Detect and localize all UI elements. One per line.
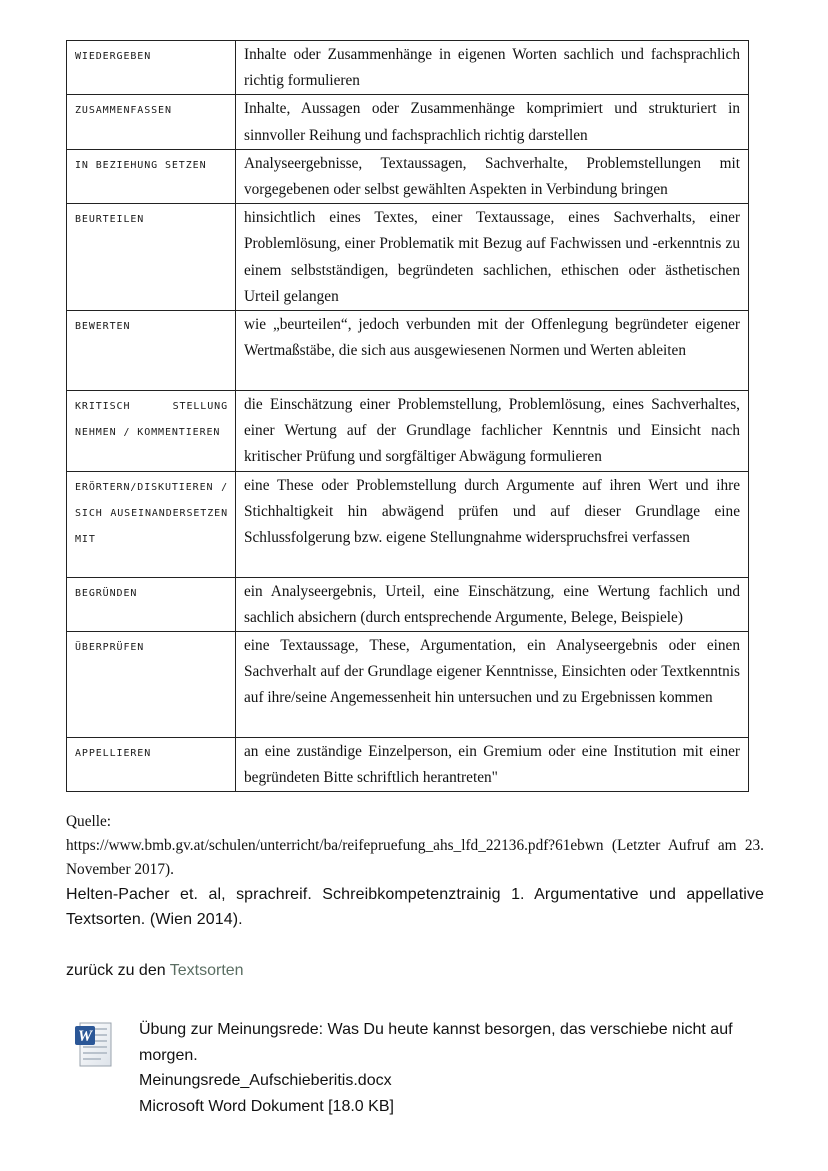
definition-cell: Inhalte, Aussagen oder Zusammenhänge komprimiert und strukturiert in sinnvoller Reihung und fachsprachlich richtig darstellen: [236, 95, 749, 149]
term-cell: ERÖRTERN/DISKUTIEREN / SICH AUSEINANDERSETZEN MIT: [67, 471, 236, 577]
definition-cell: Analyseergebnisse, Textaussagen, Sachverhalte, Problemstellungen mit vorgegebenen oder selbst gewählten Aspekten in Verbindung bringen: [236, 149, 749, 203]
definition-cell: ein Analyseergebnis, Urteil, eine Einschätzung, eine Wertung fachlich und sachlich absichern (durch entsprechende Argumente, Belege, Beispiele): [236, 577, 749, 631]
textsorten-link[interactable]: Textsorten: [169, 962, 244, 979]
definition-cell: die Einschätzung einer Problemstellung, Problemlösung, eines Sachverhaltes, einer Wertung auf der Grundlage fachlicher Kenntnis und Einsicht nach kritischer Prüfung und sorgfältiger Abwägung formulieren: [236, 391, 749, 472]
download-text: [139, 1017, 739, 1119]
definition-cell: an eine zuständige Einzelperson, ein Gremium oder eine Institution mit einer begründeten Bitte schriftlich herantreten": [236, 738, 749, 792]
download-filename-link[interactable]: Meinungsrede_Aufschieberitis.docx: [139, 1072, 392, 1089]
svg-text:W: W: [77, 1028, 93, 1045]
download-meta: [139, 1094, 739, 1120]
download-item: [66, 1017, 766, 1127]
source-block: [66, 810, 764, 882]
term-cell: WIEDERGEBEN: [67, 41, 236, 95]
back-link-line: [66, 958, 244, 983]
definition-cell: eine These oder Problemstellung durch Argumente auf ihren Wert und ihre Stichhaltigkeit hin abwägend prüfen und auf dieser Grundlage eine Schlussfolgerung bzw. eigene Stellungnahme widerspruchsfrei verfassen: [236, 471, 749, 577]
download-filesize: [18.0 KB]: [328, 1097, 394, 1115]
word-document-icon[interactable]: [74, 1020, 114, 1070]
download-filetype: Microsoft Word Dokument: [139, 1097, 324, 1115]
term-cell: ZUSAMMENFASSEN: [67, 95, 236, 149]
reference-text: Helten-Pacher et. al, sprachreif. Schreibkompetenztrainig 1. Argumentative und appellative Textsorten. (Wien 2014).: [66, 886, 764, 928]
download-title: Übung zur Meinungsrede: Was Du heute kannst besorgen, das verschiebe nicht auf morgen.: [139, 1021, 733, 1064]
table-row: [67, 738, 749, 792]
back-prefix: zurück zu den: [66, 962, 166, 979]
table-row: [67, 95, 749, 149]
source-label: Quelle:: [66, 813, 112, 830]
term-cell: KRITISCH STELLUNG NEHMEN / KOMMENTIEREN: [67, 391, 236, 472]
term-cell: APPELLIEREN: [67, 738, 236, 792]
table-row: [67, 204, 749, 311]
source-access-date: (Letzter Aufruf am 23. November 2017).: [66, 837, 764, 878]
term-cell: BEWERTEN: [67, 311, 236, 391]
table-row: [67, 632, 749, 738]
table-row: [67, 471, 749, 577]
term-cell: BEGRÜNDEN: [67, 577, 236, 631]
table-row: [67, 311, 749, 391]
definition-cell: Inhalte oder Zusammenhänge in eigenen Worten sachlich und fachsprachlich richtig formulieren: [236, 41, 749, 95]
table-row: [67, 41, 749, 95]
table-row: [67, 149, 749, 203]
table-body: [67, 41, 749, 792]
term-cell: ÜBERPRÜFEN: [67, 632, 236, 738]
term-cell: IN BEZIEHUNG SETZEN: [67, 149, 236, 203]
definition-cell: wie „beurteilen“, jedoch verbunden mit der Offenlegung begründeter eigener Wertmaßstäbe, die sich aus ausgewiesenen Normen und Werten ableiten: [236, 311, 749, 391]
table-row: [67, 391, 749, 472]
source-url: https://www.bmb.gv.at/schulen/unterricht/ba/reifepruefung_ahs_lfd_22136.pdf?61ebwn: [66, 837, 604, 854]
source-line: [66, 834, 764, 882]
table-row: [67, 577, 749, 631]
term-cell: BEURTEILEN: [67, 204, 236, 311]
operators-table: [66, 40, 749, 792]
definition-cell: hinsichtlich eines Textes, einer Textaussage, eines Sachverhalts, einer Problemlösung, einer Problematik mit Bezug auf Fachwissen und -erkenntnis zu einem selbstständigen, begründeten sachlichen, ethischen oder ästhetischen Urteil gelangen: [236, 204, 749, 311]
definition-cell: eine Textaussage, These, Argumentation, ein Analyseergebnis oder einen Sachverhalt auf der Grundlage eigener Kenntnisse, Einsichten oder Textkenntnis auf ihre/seine Angemessenheit hin untersuchen und zu Ergebnissen kommen: [236, 632, 749, 738]
